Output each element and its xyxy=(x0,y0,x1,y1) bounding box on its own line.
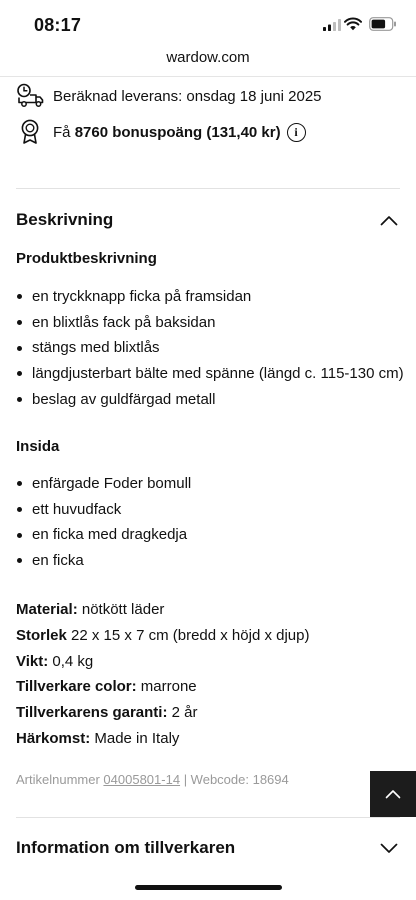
chevron-down-icon xyxy=(380,843,398,854)
article-number-link[interactable]: 04005801-14 xyxy=(103,772,181,787)
scroll-to-top-button[interactable] xyxy=(370,771,416,817)
bullet xyxy=(17,346,22,351)
product-feature-list xyxy=(16,284,406,412)
spec-material xyxy=(16,597,310,623)
bullet xyxy=(17,320,22,325)
list-item xyxy=(16,522,406,548)
manufacturer-title: Information om tillverkaren xyxy=(16,838,236,857)
spec-warranty xyxy=(16,700,310,726)
bullet xyxy=(17,397,22,402)
status-bar xyxy=(0,0,416,50)
list-item xyxy=(16,471,406,497)
list-item xyxy=(16,387,406,413)
spec-weight xyxy=(16,649,310,675)
bullet xyxy=(17,481,22,486)
list-item xyxy=(16,548,406,574)
spec-color xyxy=(16,674,310,700)
wifi-icon xyxy=(344,17,362,31)
inside-heading: Insida xyxy=(16,438,60,455)
cellular-signal-icon xyxy=(323,19,341,31)
spec-label: Tillverkarens garanti: xyxy=(16,704,168,722)
list-item-text: stängs med blixtlås xyxy=(32,339,160,357)
spec-value: marrone xyxy=(140,678,197,696)
description-title: Beskrivning xyxy=(16,210,114,229)
bonus-text xyxy=(53,124,281,141)
list-item-text: enfärgade Foder bomull xyxy=(32,475,192,492)
spec-label: Material: xyxy=(16,601,78,618)
url-text: wardow.com xyxy=(166,49,250,66)
webcode: | Webcode: 18694 xyxy=(183,772,289,787)
bonus-prefix: Få xyxy=(53,123,71,141)
spec-label: Storlek xyxy=(16,626,67,644)
spec-value: nötkött läder xyxy=(81,601,165,618)
home-indicator[interactable] xyxy=(135,885,282,890)
bullet xyxy=(17,533,22,538)
bullet xyxy=(17,558,22,563)
bonus-medal-icon xyxy=(16,118,44,146)
section-divider xyxy=(16,188,400,189)
bonus-points xyxy=(16,118,306,146)
list-item xyxy=(16,310,406,336)
bonus-points-value: 8760 bonuspoäng (131,40 kr) xyxy=(74,123,281,141)
list-item-text: en ficka xyxy=(32,552,84,570)
article-label: Artikelnummer xyxy=(16,772,100,787)
delivery-truck-clock-icon xyxy=(16,82,44,110)
inside-feature-list xyxy=(16,471,406,574)
bullet xyxy=(17,294,22,299)
chevron-up-icon xyxy=(385,789,401,799)
description-accordion-header[interactable] xyxy=(16,205,400,235)
chevron-up-icon xyxy=(380,215,398,226)
spec-value: 0,4 kg xyxy=(52,652,94,670)
list-item-text: en blixtlås fack på baksidan xyxy=(32,313,216,331)
browser-url-bar[interactable] xyxy=(0,44,416,74)
bullet xyxy=(17,507,22,512)
list-item xyxy=(16,284,406,310)
spec-origin xyxy=(16,726,310,752)
list-item-text: ett huvudfack xyxy=(32,500,122,518)
manufacturer-accordion-header[interactable] xyxy=(16,833,400,863)
list-item xyxy=(16,497,406,523)
product-description-heading: Produktbeskrivning xyxy=(16,250,157,267)
spec-label: Härkomst: xyxy=(16,729,91,747)
spec-value: Made in Italy xyxy=(94,729,180,747)
product-specs xyxy=(16,597,310,752)
status-time: 08:17 xyxy=(34,15,82,35)
delivery-estimate xyxy=(16,82,322,110)
info-icon[interactable]: i xyxy=(287,123,306,142)
battery-icon xyxy=(369,17,397,31)
list-item-text: en ficka med dragkedja xyxy=(32,526,188,544)
list-item xyxy=(16,335,406,361)
list-item xyxy=(16,361,406,387)
list-item-text: beslag av guldfärgad metall xyxy=(32,390,216,408)
list-item-text: en tryckknapp ficka på framsidan xyxy=(32,288,252,305)
spec-label: Vikt: xyxy=(16,652,49,670)
delivery-text: Beräknad leverans: onsdag 18 juni 2025 xyxy=(53,87,322,105)
list-item-text: längdjusterbart bälte med spänne (längd c. 115-130 cm) xyxy=(32,365,404,383)
spec-value: 2 år xyxy=(171,704,198,722)
url-bar-divider xyxy=(0,76,416,77)
section-divider xyxy=(16,817,400,818)
spec-size xyxy=(16,623,310,649)
bullet xyxy=(17,371,22,376)
spec-label: Tillverkare color: xyxy=(16,678,137,696)
article-number-line xyxy=(16,772,289,787)
spec-value: 22 x 15 x 7 cm (bredd x höjd x djup) xyxy=(71,626,310,644)
